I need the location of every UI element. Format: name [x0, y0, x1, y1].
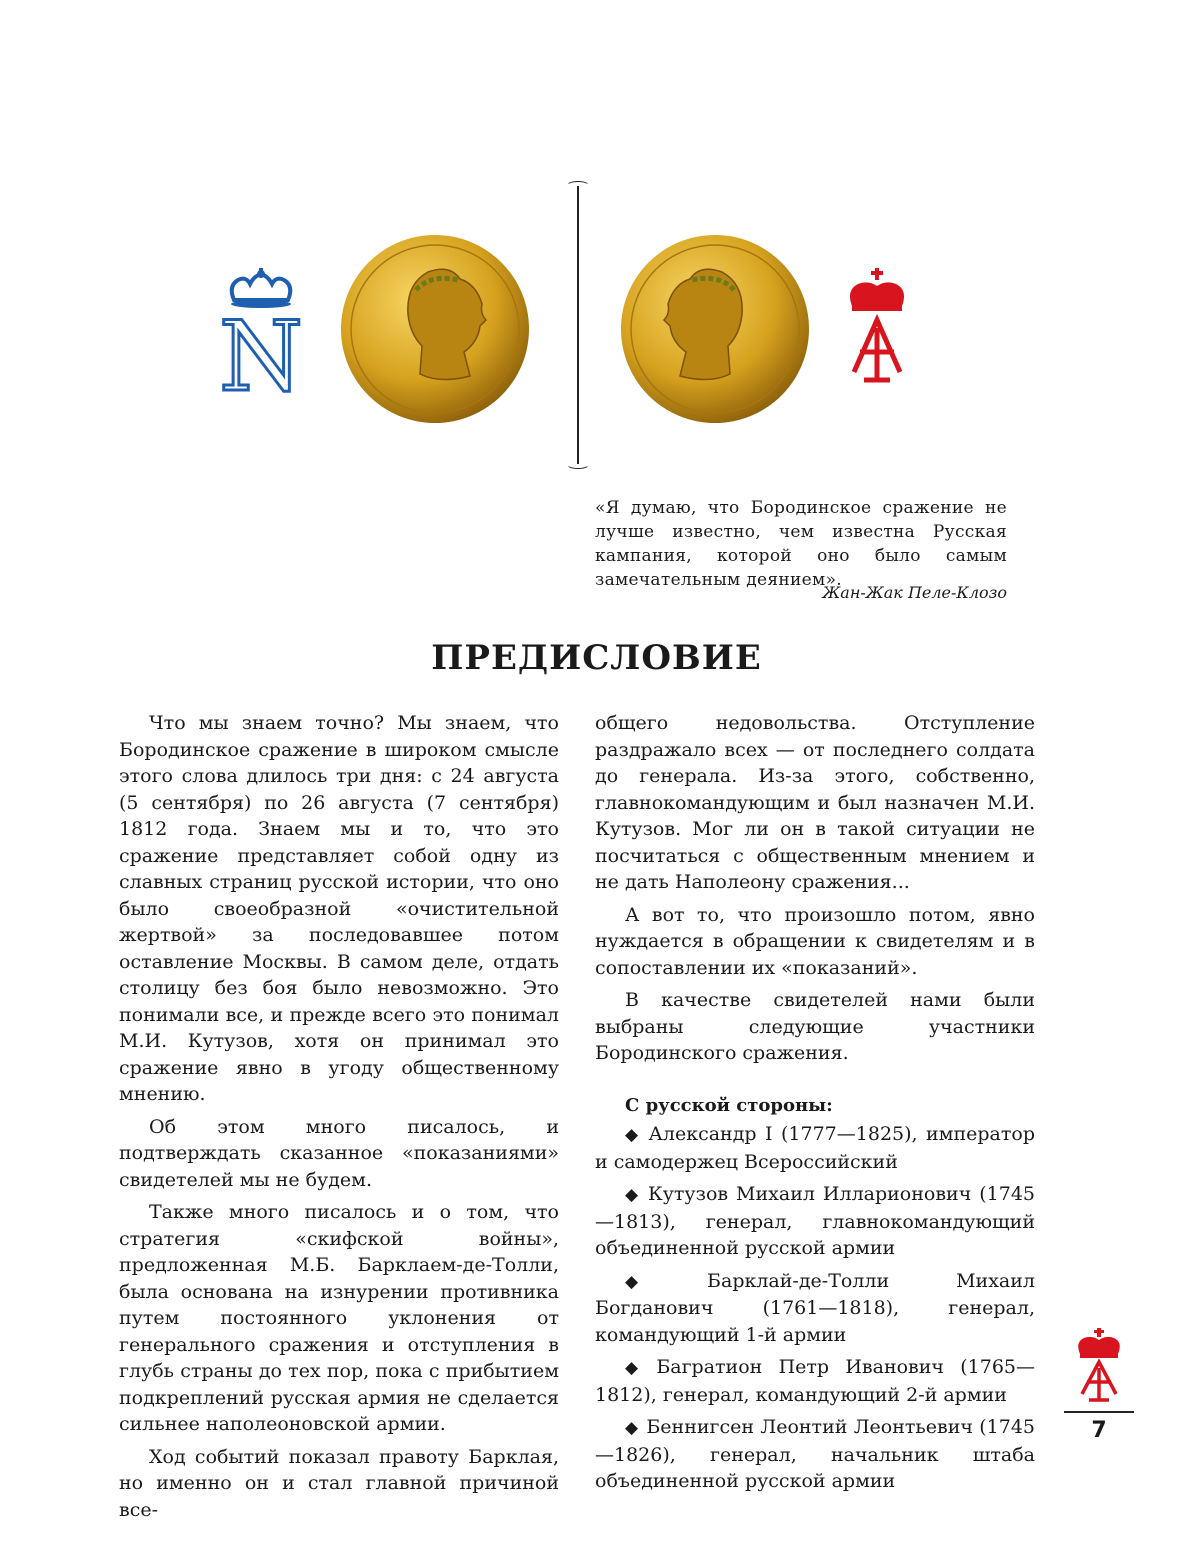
list-item-text: Багратион Петр Иванович (1765—1812), генерал, командующий 2-й армии: [595, 1356, 1035, 1406]
alexander-monogram-icon: [844, 268, 910, 386]
list-item: [595, 1181, 1035, 1262]
page-number-rule: [1064, 1411, 1134, 1413]
list-item: [595, 1121, 1035, 1175]
paragraph: Что мы знаем точно? Мы знаем, что Бородинское сражение в широком смысле этого слова длилось три дня: с 24 августа (5 сентября) по 26 августа (7 сентября) 1812 года. Знаем мы и то, что это сражение представляет собой одну из славных страниц русской истории, что оно было своеобразной «очистительной жертвой» за последовавшее потом оставление Москвы. В самом деле, отдать столицу без боя было невозможно. Это понимали все, и прежде всего это понимал М.И. Кутузов, хотя он принимал это сражение явно в угоду общественному мнению.: [119, 712, 559, 1105]
list-item-text: Кутузов Михаил Илларионович (1745—1813), генерал, главнокомандующий объединенной русской армии: [595, 1183, 1035, 1259]
paragraph: А вот то, что произошло потом, явно нуждается в обращении к свидетелям и в сопоставлении их «показаний».: [595, 903, 1035, 979]
diamond-bullet-icon: ◆: [625, 1418, 639, 1438]
list-item-text: Беннигсен Леонтий Леонтьевич (1745—1826), генерал, начальник штаба объединенной русской армии: [595, 1416, 1035, 1492]
center-divider: [577, 186, 579, 464]
list-item: [595, 1354, 1035, 1408]
list-item: [595, 1268, 1035, 1349]
alexander-medal: [620, 234, 810, 424]
list-item-text: Барклай-де-Толли Михаил Богданович (1761—1818), генерал, командующий 1-й армии: [595, 1269, 1035, 1346]
diamond-bullet-icon: ◆: [625, 1271, 700, 1292]
monogram-letter: N: [220, 301, 302, 394]
diamond-bullet-icon: ◆: [625, 1185, 641, 1205]
left-column: [119, 710, 559, 1529]
diamond-bullet-icon: ◆: [625, 1125, 641, 1145]
epigraph-quote: «Я думаю, что Бородинское сражение не лучше известно, чем известна Русская кампания, которой оно было самым замечательным деянием».: [595, 498, 1007, 590]
epigraph-author: Жан-Жак Пеле-Клозо: [822, 583, 1007, 602]
page-monogram-icon: [1074, 1328, 1124, 1402]
paragraph: Также много писалось и о том, что стратегия «скифской войны», предложенная М.Б. Барклаем-де-Толли, была основана на изнурении противника путем постоянного уклонения от генерального сражения и отступления в глубь страны до тех пор, пока с прибытием подкреплений русская армия не сделается сильнее наполеоновской армии.: [119, 1201, 559, 1435]
napoleon-medal: [340, 234, 530, 424]
list-item-text: Александр I (1777—1825), император и самодержец Всероссийский: [595, 1123, 1035, 1173]
right-column: [595, 710, 1035, 1501]
list-item: [595, 1414, 1035, 1495]
napoleon-monogram-icon: [220, 268, 302, 394]
section-heading: С русской стороны:: [625, 1094, 833, 1116]
page-number: 7: [1091, 1418, 1107, 1443]
paragraph: Об этом много писалось, и подтверждать сказанное «показаниями» свидетелей мы не будем.: [119, 1115, 559, 1191]
paragraph: В качестве свидетелей нами были выбраны следующие участники Бородинского сражения.: [595, 989, 1035, 1064]
diamond-bullet-icon: ◆: [625, 1358, 649, 1378]
paragraph-continuation: общего недовольства. Отступление раздражало всех — от последнего солдата до генерала. Из-за этого, собственно, главнокомандующим и был назначен М.И. Кутузов. Мог ли он в такой ситуации не посчитаться с общественным мнением и не дать Наполеону сражения...: [595, 712, 1035, 893]
page-title: ПРЕДИСЛОВИЕ: [431, 638, 762, 678]
paragraph: Ход событий показал правоту Барклая, но именно он и стал главной причиной все-: [119, 1445, 559, 1521]
